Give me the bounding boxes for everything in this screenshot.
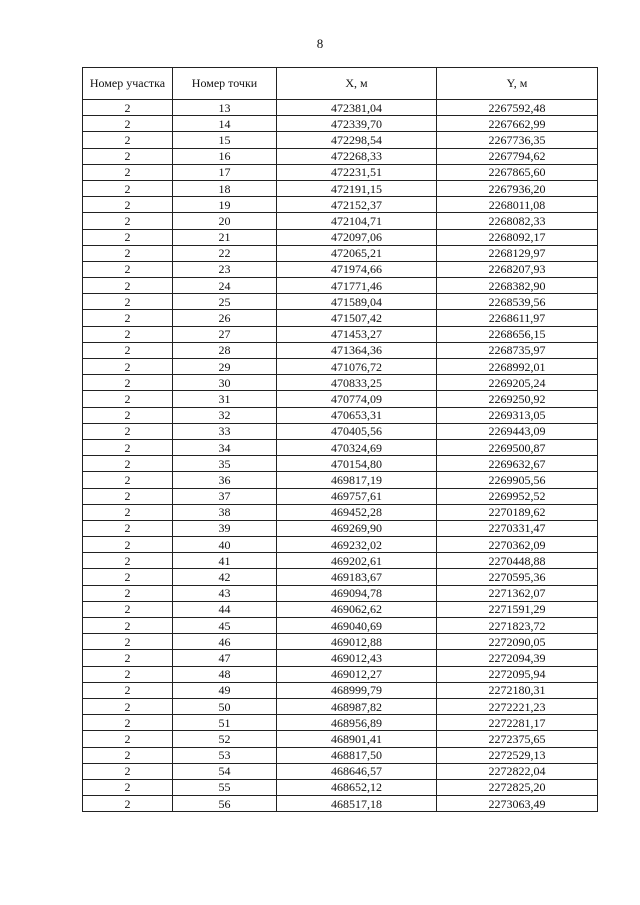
- cell-y-coordinate: 2268382,90: [437, 278, 598, 294]
- cell-x-coordinate: 472191,15: [277, 180, 437, 196]
- cell-point-number: 38: [173, 504, 277, 520]
- table-row: [83, 359, 598, 375]
- cell-point-number: 15: [173, 132, 277, 148]
- cell-y-coordinate: 2272090,05: [437, 634, 598, 650]
- cell-point-number: 54: [173, 763, 277, 779]
- cell-parcel-number: 2: [83, 342, 173, 358]
- table-header: [83, 68, 598, 100]
- table-row: [83, 698, 598, 714]
- table-row: [83, 391, 598, 407]
- table-row: [83, 180, 598, 196]
- cell-parcel-number: 2: [83, 666, 173, 682]
- cell-parcel-number: 2: [83, 796, 173, 812]
- cell-parcel-number: 2: [83, 197, 173, 213]
- cell-x-coordinate: 472298,54: [277, 132, 437, 148]
- table-row: [83, 634, 598, 650]
- cell-point-number: 53: [173, 747, 277, 763]
- cell-parcel-number: 2: [83, 715, 173, 731]
- cell-x-coordinate: 469040,69: [277, 618, 437, 634]
- cell-y-coordinate: 2270448,88: [437, 553, 598, 569]
- cell-y-coordinate: 2267936,20: [437, 180, 598, 196]
- cell-y-coordinate: 2271362,07: [437, 585, 598, 601]
- cell-y-coordinate: 2268992,01: [437, 359, 598, 375]
- cell-x-coordinate: 470405,56: [277, 423, 437, 439]
- cell-x-coordinate: 469012,43: [277, 650, 437, 666]
- cell-parcel-number: 2: [83, 245, 173, 261]
- cell-parcel-number: 2: [83, 391, 173, 407]
- cell-point-number: 46: [173, 634, 277, 650]
- cell-point-number: 50: [173, 698, 277, 714]
- cell-parcel-number: 2: [83, 326, 173, 342]
- cell-y-coordinate: 2268611,97: [437, 310, 598, 326]
- cell-parcel-number: 2: [83, 698, 173, 714]
- cell-point-number: 21: [173, 229, 277, 245]
- cell-parcel-number: 2: [83, 439, 173, 455]
- cell-x-coordinate: 469062,62: [277, 601, 437, 617]
- cell-y-coordinate: 2270362,09: [437, 537, 598, 553]
- cell-x-coordinate: 470154,80: [277, 456, 437, 472]
- table-row: [83, 229, 598, 245]
- cell-x-coordinate: 472381,04: [277, 100, 437, 116]
- cell-point-number: 13: [173, 100, 277, 116]
- cell-parcel-number: 2: [83, 472, 173, 488]
- cell-parcel-number: 2: [83, 132, 173, 148]
- cell-x-coordinate: 469452,28: [277, 504, 437, 520]
- cell-y-coordinate: 2273063,49: [437, 796, 598, 812]
- cell-x-coordinate: 469269,90: [277, 520, 437, 536]
- cell-point-number: 27: [173, 326, 277, 342]
- table-row: [83, 439, 598, 455]
- cell-point-number: 39: [173, 520, 277, 536]
- cell-x-coordinate: 468652,12: [277, 779, 437, 795]
- table-row: [83, 132, 598, 148]
- table-row: [83, 213, 598, 229]
- cell-x-coordinate: 470833,25: [277, 375, 437, 391]
- cell-y-coordinate: 2269205,24: [437, 375, 598, 391]
- cell-point-number: 16: [173, 148, 277, 164]
- cell-x-coordinate: 469757,61: [277, 488, 437, 504]
- cell-point-number: 45: [173, 618, 277, 634]
- cell-parcel-number: 2: [83, 537, 173, 553]
- cell-y-coordinate: 2268539,56: [437, 294, 598, 310]
- cell-x-coordinate: 468999,79: [277, 682, 437, 698]
- cell-point-number: 52: [173, 731, 277, 747]
- cell-point-number: 26: [173, 310, 277, 326]
- table-row: [83, 100, 598, 116]
- table-row: [83, 164, 598, 180]
- table-row: [83, 601, 598, 617]
- cell-x-coordinate: 469202,61: [277, 553, 437, 569]
- cell-y-coordinate: 2269250,92: [437, 391, 598, 407]
- cell-point-number: 49: [173, 682, 277, 698]
- cell-x-coordinate: 472104,71: [277, 213, 437, 229]
- cell-y-coordinate: 2272822,04: [437, 763, 598, 779]
- table-row: [83, 245, 598, 261]
- table-row: [83, 747, 598, 763]
- cell-parcel-number: 2: [83, 618, 173, 634]
- cell-point-number: 35: [173, 456, 277, 472]
- table-row: [83, 537, 598, 553]
- cell-parcel-number: 2: [83, 375, 173, 391]
- table-row: [83, 731, 598, 747]
- table-row: [83, 666, 598, 682]
- cell-y-coordinate: 2272529,13: [437, 747, 598, 763]
- cell-parcel-number: 2: [83, 180, 173, 196]
- table-row: [83, 148, 598, 164]
- cell-x-coordinate: 472268,33: [277, 148, 437, 164]
- cell-y-coordinate: 2272825,20: [437, 779, 598, 795]
- cell-y-coordinate: 2269500,87: [437, 439, 598, 455]
- cell-x-coordinate: 469012,27: [277, 666, 437, 682]
- cell-x-coordinate: 468956,89: [277, 715, 437, 731]
- cell-x-coordinate: 469094,78: [277, 585, 437, 601]
- cell-point-number: 31: [173, 391, 277, 407]
- table-row: [83, 326, 598, 342]
- cell-x-coordinate: 472152,37: [277, 197, 437, 213]
- header-point-number: Номер точки: [173, 68, 277, 100]
- table-row: [83, 294, 598, 310]
- header-y-coordinate: Y, м: [437, 68, 598, 100]
- cell-parcel-number: 2: [83, 763, 173, 779]
- cell-y-coordinate: 2269632,67: [437, 456, 598, 472]
- cell-point-number: 34: [173, 439, 277, 455]
- cell-y-coordinate: 2268082,33: [437, 213, 598, 229]
- cell-parcel-number: 2: [83, 520, 173, 536]
- cell-point-number: 32: [173, 407, 277, 423]
- cell-parcel-number: 2: [83, 294, 173, 310]
- cell-y-coordinate: 2267794,62: [437, 148, 598, 164]
- cell-parcel-number: 2: [83, 569, 173, 585]
- cell-x-coordinate: 472231,51: [277, 164, 437, 180]
- cell-parcel-number: 2: [83, 100, 173, 116]
- cell-y-coordinate: 2267662,99: [437, 116, 598, 132]
- table-row: [83, 472, 598, 488]
- cell-y-coordinate: 2268129,97: [437, 245, 598, 261]
- header-x-coordinate: X, м: [277, 68, 437, 100]
- cell-y-coordinate: 2267736,35: [437, 132, 598, 148]
- cell-parcel-number: 2: [83, 601, 173, 617]
- cell-y-coordinate: 2270189,62: [437, 504, 598, 520]
- cell-x-coordinate: 469817,19: [277, 472, 437, 488]
- cell-y-coordinate: 2268011,08: [437, 197, 598, 213]
- cell-x-coordinate: 470774,09: [277, 391, 437, 407]
- cell-point-number: 40: [173, 537, 277, 553]
- cell-parcel-number: 2: [83, 731, 173, 747]
- table-row: [83, 682, 598, 698]
- cell-parcel-number: 2: [83, 747, 173, 763]
- cell-x-coordinate: 468901,41: [277, 731, 437, 747]
- cell-point-number: 17: [173, 164, 277, 180]
- cell-parcel-number: 2: [83, 116, 173, 132]
- table-row: [83, 715, 598, 731]
- cell-parcel-number: 2: [83, 423, 173, 439]
- table-row: [83, 423, 598, 439]
- table-row: [83, 650, 598, 666]
- cell-y-coordinate: 2272180,31: [437, 682, 598, 698]
- header-row: [83, 68, 598, 100]
- cell-parcel-number: 2: [83, 407, 173, 423]
- cell-x-coordinate: 468517,18: [277, 796, 437, 812]
- table-row: [83, 796, 598, 812]
- table-row: [83, 278, 598, 294]
- table-row: [83, 407, 598, 423]
- cell-parcel-number: 2: [83, 261, 173, 277]
- cell-parcel-number: 2: [83, 278, 173, 294]
- cell-point-number: 43: [173, 585, 277, 601]
- cell-parcel-number: 2: [83, 488, 173, 504]
- cell-point-number: 42: [173, 569, 277, 585]
- cell-y-coordinate: 2272094,39: [437, 650, 598, 666]
- cell-x-coordinate: 470324,69: [277, 439, 437, 455]
- cell-parcel-number: 2: [83, 213, 173, 229]
- cell-point-number: 19: [173, 197, 277, 213]
- cell-y-coordinate: 2270595,36: [437, 569, 598, 585]
- cell-point-number: 28: [173, 342, 277, 358]
- cell-y-coordinate: 2268735,97: [437, 342, 598, 358]
- cell-y-coordinate: 2269952,52: [437, 488, 598, 504]
- cell-y-coordinate: 2267592,48: [437, 100, 598, 116]
- cell-point-number: 47: [173, 650, 277, 666]
- table-row: [83, 618, 598, 634]
- table-row: [83, 261, 598, 277]
- cell-x-coordinate: 471771,46: [277, 278, 437, 294]
- coordinates-table: [82, 67, 598, 812]
- cell-parcel-number: 2: [83, 634, 173, 650]
- cell-y-coordinate: 2272281,17: [437, 715, 598, 731]
- table-row: [83, 342, 598, 358]
- cell-y-coordinate: 2268092,17: [437, 229, 598, 245]
- table-row: [83, 456, 598, 472]
- cell-y-coordinate: 2268207,93: [437, 261, 598, 277]
- cell-x-coordinate: 470653,31: [277, 407, 437, 423]
- table-row: [83, 779, 598, 795]
- cell-point-number: 22: [173, 245, 277, 261]
- cell-parcel-number: 2: [83, 585, 173, 601]
- table-row: [83, 488, 598, 504]
- cell-point-number: 24: [173, 278, 277, 294]
- cell-point-number: 48: [173, 666, 277, 682]
- cell-point-number: 30: [173, 375, 277, 391]
- cell-x-coordinate: 468646,57: [277, 763, 437, 779]
- cell-y-coordinate: 2267865,60: [437, 164, 598, 180]
- cell-y-coordinate: 2269313,05: [437, 407, 598, 423]
- cell-x-coordinate: 471364,36: [277, 342, 437, 358]
- cell-parcel-number: 2: [83, 229, 173, 245]
- cell-point-number: 14: [173, 116, 277, 132]
- cell-point-number: 33: [173, 423, 277, 439]
- cell-x-coordinate: 472097,06: [277, 229, 437, 245]
- header-parcel-number: Номер участка: [83, 68, 173, 100]
- cell-parcel-number: 2: [83, 682, 173, 698]
- cell-y-coordinate: 2268656,15: [437, 326, 598, 342]
- cell-point-number: 18: [173, 180, 277, 196]
- cell-y-coordinate: 2271823,72: [437, 618, 598, 634]
- cell-y-coordinate: 2272095,94: [437, 666, 598, 682]
- cell-y-coordinate: 2271591,29: [437, 601, 598, 617]
- cell-parcel-number: 2: [83, 504, 173, 520]
- cell-point-number: 56: [173, 796, 277, 812]
- cell-parcel-number: 2: [83, 779, 173, 795]
- cell-point-number: 37: [173, 488, 277, 504]
- cell-y-coordinate: 2269443,09: [437, 423, 598, 439]
- cell-x-coordinate: 471453,27: [277, 326, 437, 342]
- cell-point-number: 55: [173, 779, 277, 795]
- table-row: [83, 520, 598, 536]
- table-row: [83, 116, 598, 132]
- cell-point-number: 41: [173, 553, 277, 569]
- cell-point-number: 36: [173, 472, 277, 488]
- table-row: [83, 763, 598, 779]
- cell-parcel-number: 2: [83, 650, 173, 666]
- cell-parcel-number: 2: [83, 148, 173, 164]
- table-row: [83, 585, 598, 601]
- cell-point-number: 23: [173, 261, 277, 277]
- cell-parcel-number: 2: [83, 456, 173, 472]
- cell-x-coordinate: 468987,82: [277, 698, 437, 714]
- cell-x-coordinate: 471507,42: [277, 310, 437, 326]
- table-body: [83, 100, 598, 812]
- cell-x-coordinate: 469012,88: [277, 634, 437, 650]
- cell-x-coordinate: 469183,67: [277, 569, 437, 585]
- cell-y-coordinate: 2269905,56: [437, 472, 598, 488]
- cell-y-coordinate: 2272221,23: [437, 698, 598, 714]
- table-row: [83, 569, 598, 585]
- cell-parcel-number: 2: [83, 310, 173, 326]
- cell-x-coordinate: 472339,70: [277, 116, 437, 132]
- cell-x-coordinate: 471589,04: [277, 294, 437, 310]
- table-row: [83, 310, 598, 326]
- cell-point-number: 29: [173, 359, 277, 375]
- cell-point-number: 20: [173, 213, 277, 229]
- page-number: 8: [316, 36, 324, 51]
- table-row: [83, 553, 598, 569]
- cell-parcel-number: 2: [83, 164, 173, 180]
- table-row: [83, 504, 598, 520]
- table-row: [83, 197, 598, 213]
- cell-point-number: 51: [173, 715, 277, 731]
- cell-x-coordinate: 469232,02: [277, 537, 437, 553]
- cell-x-coordinate: 471076,72: [277, 359, 437, 375]
- cell-x-coordinate: 471974,66: [277, 261, 437, 277]
- table-row: [83, 375, 598, 391]
- cell-point-number: 44: [173, 601, 277, 617]
- cell-x-coordinate: 472065,21: [277, 245, 437, 261]
- cell-parcel-number: 2: [83, 359, 173, 375]
- cell-x-coordinate: 468817,50: [277, 747, 437, 763]
- cell-parcel-number: 2: [83, 553, 173, 569]
- cell-y-coordinate: 2272375,65: [437, 731, 598, 747]
- cell-y-coordinate: 2270331,47: [437, 520, 598, 536]
- cell-point-number: 25: [173, 294, 277, 310]
